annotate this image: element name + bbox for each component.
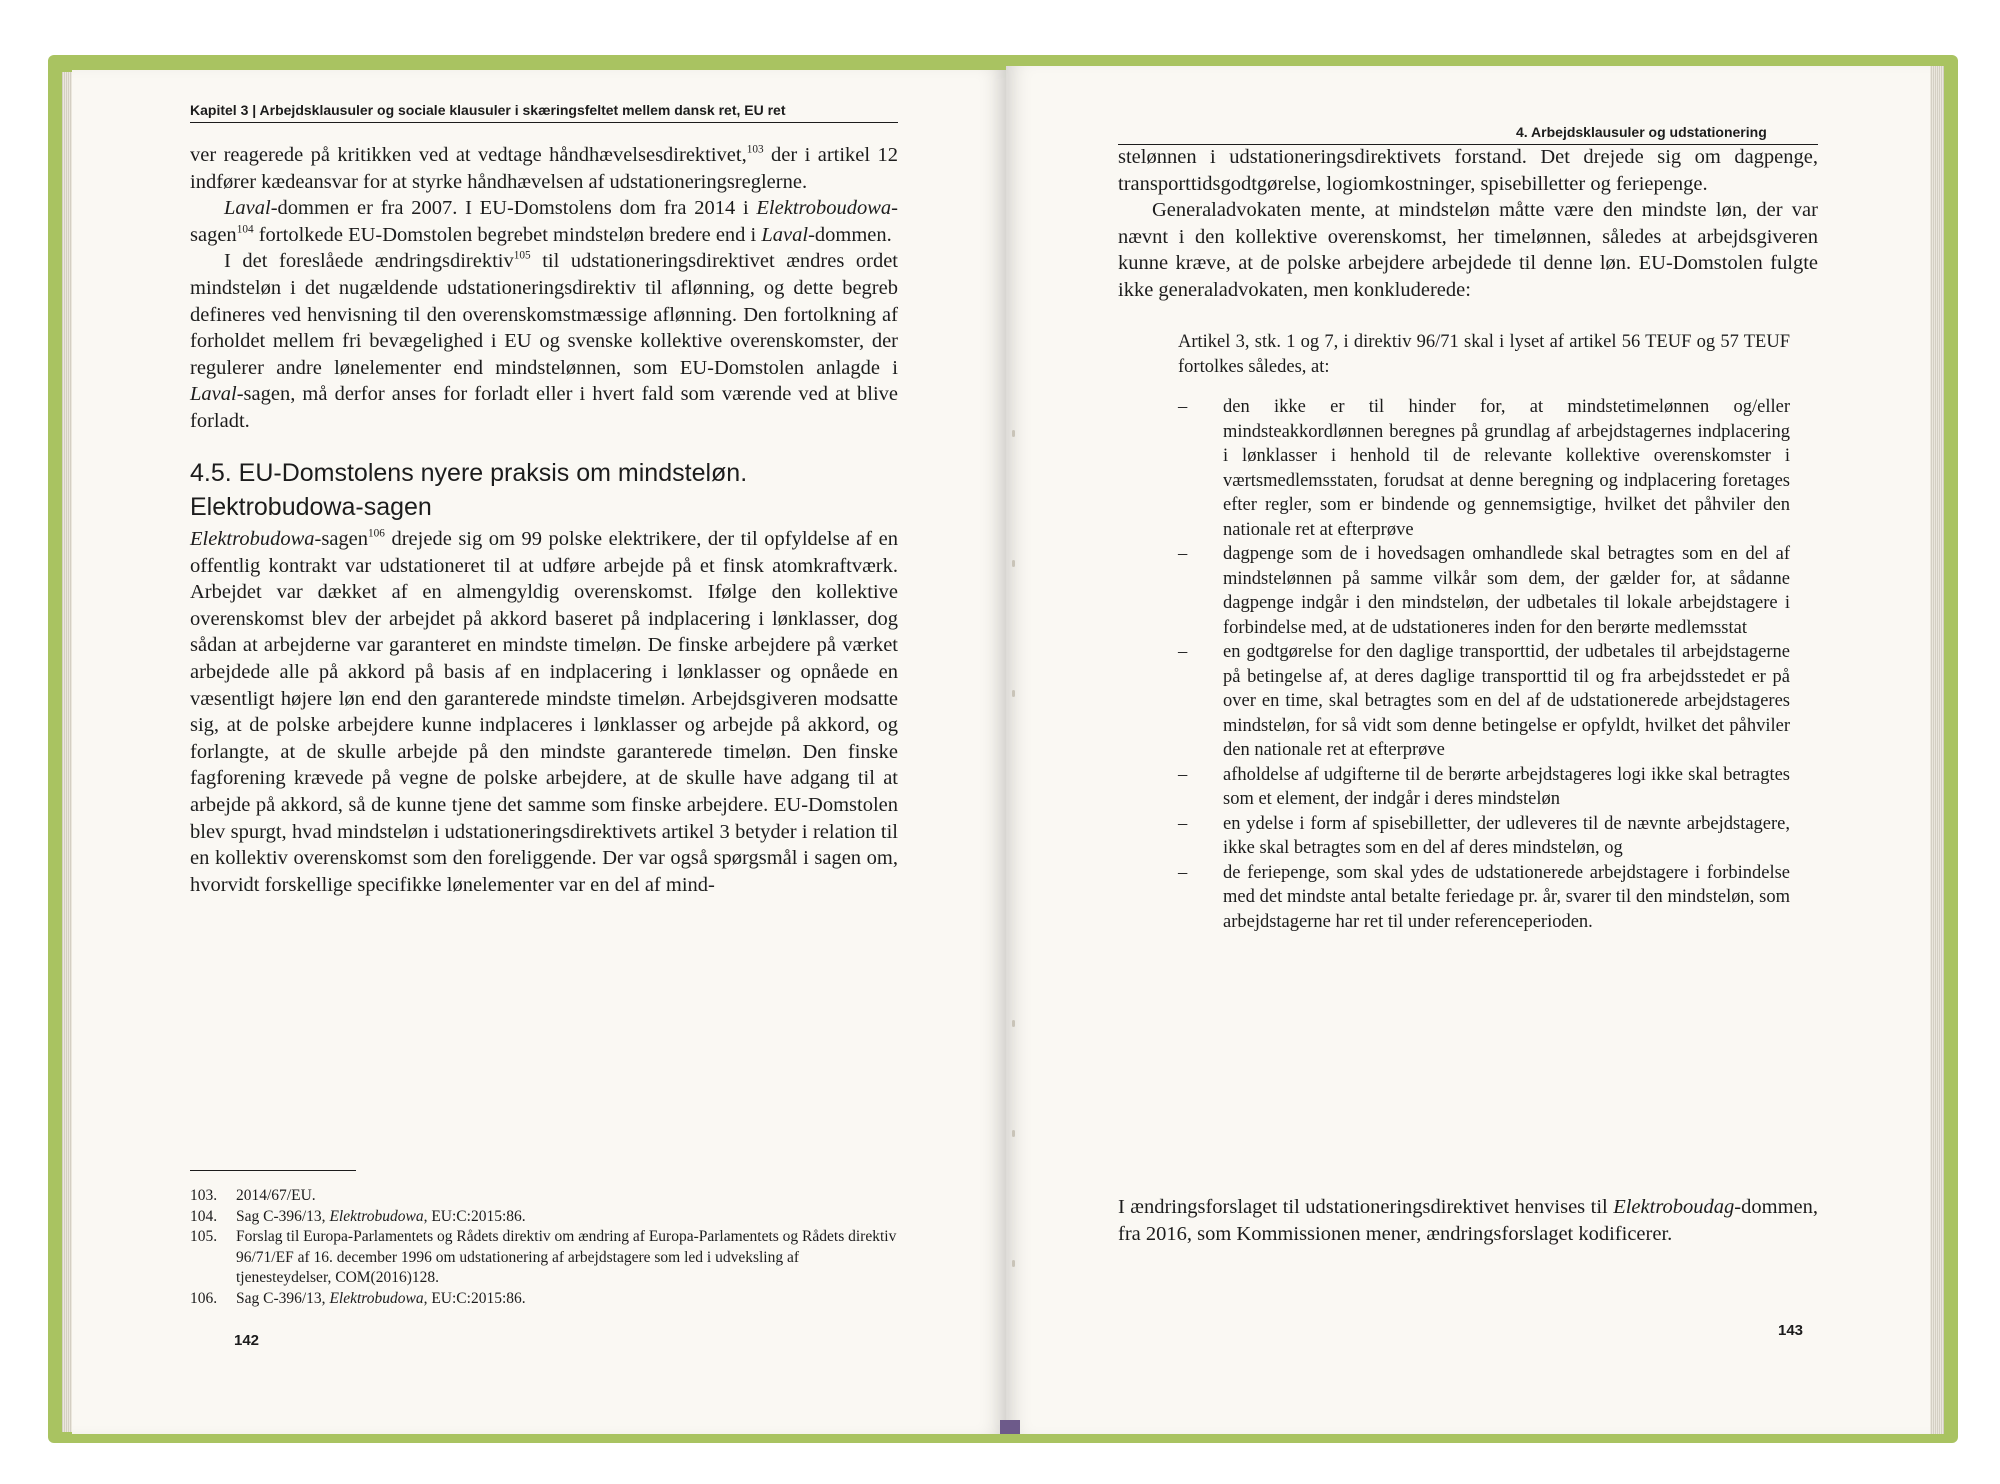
footnotes (190, 1186, 898, 1309)
list-item-text: dagpenge som de i hovedsagen omhandlede skal betragtes som en del af mindstelønnen på samme vilkår som dem, der gælder for, at sådanne dagpenge indgår i den mindsteløn, der udbetales til lokale arbejdstagere i forbindelse med, at de udstationeres inden for den berørte medlemsstat (1223, 544, 1790, 638)
binding-stitch (1012, 430, 1015, 437)
closing-text (1118, 1194, 1818, 1247)
page-edges-left (62, 72, 72, 1432)
footnote (190, 1186, 898, 1207)
section-heading (190, 456, 898, 524)
list-item-text: den ikke er til hinder for, at mindstetimelønnen og/eller mindsteakkordlønnen beregnes på grundlag af arbejdstagernes indplacering i lønklasser i henhold til de relevante kollektive overenskomster i værtsmedlemsstaten, forudsat at denne beregning og indplacering foretages efter regler, som er bindende og gennemsigtige, hvilket det påhviler den nationale ret at efterprøve (1223, 397, 1790, 540)
footnote-number: 103. (190, 1187, 218, 1204)
paragraph: I ændringsforslaget til udstationeringsdirektivet henvises til Elektroboudag-dommen, fra 2016, som Kommissionen mener, ændringsforslaget kodificerer. (1118, 1196, 1818, 1245)
footnote-rule (190, 1170, 356, 1171)
list-item-text: afholdelse af udgifterne til de berørte arbejdstageres logi ikke skal betragtes som et element, der indgår i deres mindsteløn (1223, 764, 1790, 809)
page-edges-right (1930, 66, 1944, 1434)
list-item (1178, 812, 1790, 861)
list-item (1178, 542, 1790, 640)
paragraph: Elektrobudowa-sagen$^{106}$ drejede sig om 99 polske elektrikere, der til opfyldelse af en offentlig kontrakt var udstationeret til at udføre arbejde på et finsk atomkraftværk. Arbejdet var dækket af en almengyldig overenskomst. Ifølge den kollektive overenskomst blev der arbejdet på akkord baseret på indplacering i lønklasser, dog sådan at arbejderne var garanteret en mindste timeløn. De finske arbejdere på værket arbejdede alle på akkord på basis af en indplacering i lønklasser og opnåede en væsentligt højere løn end den garanterede mindste timeløn. Arbejdsgiveren modsatte sig, at de polske arbejdere kunne indplaceres i lønklasser og arbejde på akkord, og forlangte, at de skulle arbejde på den mindste garanterede timeløn. Den finske fagforening krævede på vegne de polske arbejdere, at de skulle have adgang til at arbejde på akkord, så de kunne tjene det samme som finske arbejdere. EU-Domstolen blev spurgt, hvad mindsteløn i udstationeringsdirektivets artikel 3 betyder i relation til en kollektiv overenskomst som den foreliggende. Der var også spørgsmål i sagen om, hvorvidt forskellige specifikke lønelementer var en del af mind- (190, 527, 898, 896)
footnote-text: Sag C-396/13, Elektrobudowa, EU:C:2015:86. (236, 1289, 526, 1307)
running-head-left: Kapitel 3 | Arbejdsklausuler og sociale klausuler i skæringsfeltet mellem dansk ret, EU ret (190, 102, 786, 118)
paragraph: stelønnen i udstationeringsdirektivets forstand. Det drejede sig om dagpenge, transporttidsgodtgørelse, logiomkostninger, spisebilletter og feriepenge. (1118, 146, 1818, 195)
list-item (1178, 640, 1790, 763)
footnote-text: Sag C-396/13, Elektrobudowa, EU:C:2015:86. (236, 1207, 526, 1225)
footnote-text: 2014/67/EU. (236, 1187, 316, 1204)
binding-stitch (1012, 560, 1015, 567)
binding-stitch (1012, 1020, 1015, 1027)
quote-intro: Artikel 3, stk. 1 og 7, i direktiv 96/71 skal i lyset af artikel 56 TEUF og 57 TEUF fortolkes således, at: (1178, 332, 1790, 377)
quote-list (1178, 395, 1790, 934)
list-item (1178, 861, 1790, 935)
left-page (72, 70, 1006, 1434)
section-body (190, 526, 898, 898)
body-text-left (190, 142, 898, 435)
dash-bullet: – (1178, 397, 1188, 417)
dash-bullet: – (1178, 764, 1188, 785)
footnote-number: 104. (190, 1207, 218, 1225)
running-head-right: 4. Arbejdsklausuler og udstationering (1516, 124, 1767, 140)
binding-stitch (1012, 1130, 1015, 1137)
page-number-right: 143 (1778, 1322, 1804, 1339)
paragraph: Generaladvokaten mente, at mindsteløn måtte være den mindste løn, der var nævnt i den kollektive overenskomst, her timelønnen, således at arbejdsgiveren kunne kræve, at de polske arbejdere arbejdede til denne løn. EU-Domstolen fulgte ikke generaladvokaten, men konkluderede: (1118, 199, 1818, 301)
header-rule-left (190, 122, 898, 123)
dash-bullet: – (1178, 544, 1188, 564)
section-heading-line-1: 4.5. EU-Domstolens nyere praksis om mindsteløn. (190, 459, 748, 487)
dash-bullet: – (1178, 813, 1188, 834)
list-item (1178, 395, 1790, 542)
footnote-text: Forslag til Europa-Parlamentets og Rådets direktiv om ændring af Europa-Parlamentets og Rådets direktiv 96/71/EF af 16. december 1996 om udstationering af arbejdstagere som led i udveksling af tjenesteydelser, COM(2016)128. (236, 1228, 897, 1286)
footnote-number: 105. (190, 1228, 218, 1245)
footnote (190, 1207, 898, 1228)
right-page (1006, 66, 1930, 1434)
spine-binding (1000, 1420, 1020, 1434)
body-text-right (1118, 144, 1818, 304)
binding-stitch (1012, 690, 1015, 697)
footnote (190, 1289, 898, 1310)
list-item-text: en godtgørelse for den daglige transporttid, der udbetales til arbejdstagerne på betingelse af, at deres daglige transporttid til og fra arbejdsstedet er på over en time, skal betragtes som en del af de udstationerede arbejdstageres mindsteløn, for så vidt som denne betingelse er opfyldt, hvilket det påhviler den nationale ret at efterprøve (1223, 642, 1790, 760)
list-item-text: de feriepenge, som skal ydes de udstationerede arbejdstagere i forbindelse med det mindste antal betalte feriedage pr. år, svarer til den mindsteløn, som arbejdstagerne har ret til under referenceperioden. (1223, 862, 1790, 932)
paragraph: I det foreslåede ændringsdirektiv$^{105}$ til udstationeringsdirektivet ændres ordet mindsteløn i det nugældende udstationeringsdirektiv til aflønning, og dette begreb defineres ved henvisning til den overenskomstmæssige aflønning. Den fortolkning af forholdet mellem fri bevægelighed i EU og svenske kollektive overenskomster, der regulerer andre lønelementer end mindstelønnen, som EU-Domstolen anlagde i Laval-sagen, må derfor anses for forladt eller i hvert fald som værende ved at blive forladt. (190, 249, 899, 432)
section-heading-line-2: Elektrobudowa-sagen (190, 493, 432, 521)
paragraph: ver reagerede på kritikken ved at vedtage håndhævelsesdirektivet,$^{103}$ der i artikel 12 indfører kædeansvar for at styrke håndhævelsen af udstationeringsreglerne. (190, 143, 899, 193)
footnote (190, 1227, 898, 1289)
dash-bullet: – (1178, 642, 1188, 662)
dash-bullet: – (1178, 862, 1188, 883)
list-item-text: en ydelse i form af spisebilletter, der udleveres til de nævnte arbejdstagere, ikke skal betragtes som en del af deres mindsteløn, og (1223, 813, 1790, 858)
binding-stitch (1012, 1260, 1015, 1267)
page-number-left: 142 (234, 1332, 260, 1349)
block-quote (1178, 330, 1790, 934)
list-item (1178, 763, 1790, 812)
footnote-number: 106. (190, 1289, 218, 1307)
paragraph: Laval-dommen er fra 2007. I EU-Domstolens dom fra 2014 i Elektroboudowa-sagen$^{104}$ fortolkede EU-Domstolen begrebet mindsteløn bredere end i Laval-dommen. (190, 197, 898, 246)
